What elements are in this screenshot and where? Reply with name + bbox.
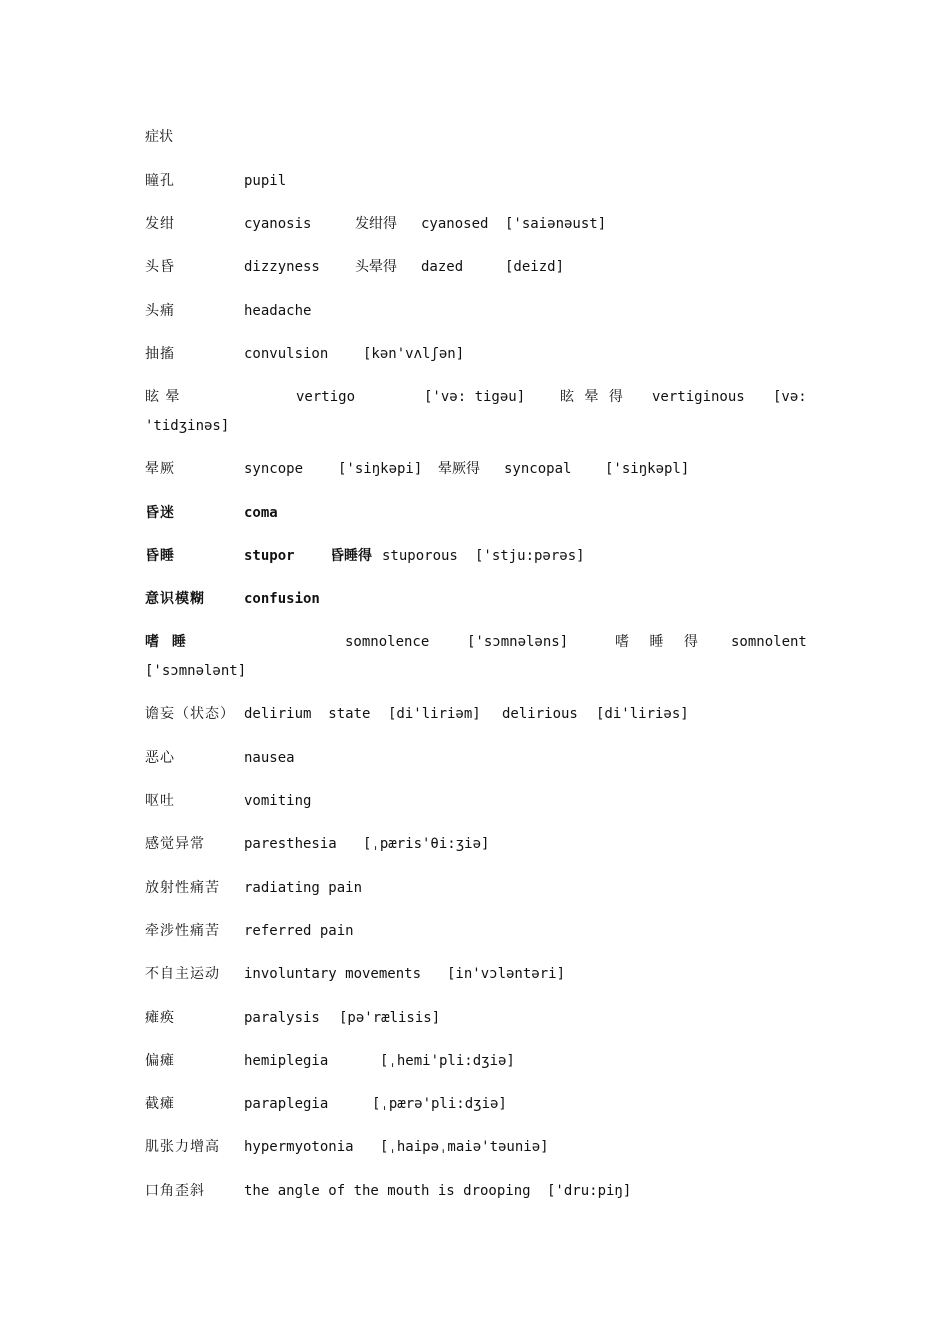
entry-ipa: ['sɔmnələns]	[467, 634, 569, 650]
entry-zh: 嗜 睡	[145, 634, 190, 650]
entry-en: paraplegia	[244, 1096, 329, 1112]
entry-zh2: 嗜 睡 得	[615, 634, 706, 650]
entry-ipa: ['siŋkəpi]	[338, 461, 423, 477]
entry-ipa: [in'vɔləntəri]	[447, 966, 566, 982]
entry-row	[145, 1094, 810, 1114]
entry-zh: 感觉异常	[145, 836, 205, 852]
entry-ipa: [ˌpæris'θi:ʒiə]	[363, 836, 490, 852]
entry-row	[145, 1051, 810, 1071]
entry-ipa2-cont: 'tidʒinəs]	[145, 418, 230, 434]
entry-en: hypermyotonia	[244, 1139, 354, 1155]
entry-en: nausea	[244, 750, 295, 766]
entry-en: dizzyness	[244, 259, 320, 275]
entry-zh: 呕吐	[145, 793, 175, 809]
entry-zh: 抽搐	[145, 346, 175, 362]
entry-en: headache	[244, 303, 312, 319]
entry-zh: 头昏	[145, 259, 175, 275]
entry-zh: 头痛	[145, 303, 175, 319]
entry-en: stupor	[244, 548, 295, 564]
section-heading: 症状	[145, 129, 173, 145]
entry-row	[145, 459, 810, 479]
entry-zh2: 头晕得	[355, 259, 397, 275]
entry-ipa: ['dru:piŋ]	[547, 1183, 632, 1199]
entry-zh2: 发绀得	[355, 216, 397, 232]
entry-en2: cyanosed	[421, 216, 489, 232]
entry-ipa2: ['siŋkəpl]	[605, 461, 690, 477]
entry-en2: vertiginous	[652, 389, 745, 405]
entry-ipa2: [və:	[773, 389, 807, 405]
entry-ipa: ['saiənəust]	[505, 216, 607, 232]
entry-ipa: [kən'vʌlʃən]	[363, 346, 465, 362]
entry-en: paresthesia	[244, 836, 337, 852]
entry-en2: delirious	[502, 706, 578, 722]
entry-en: vertigo	[296, 389, 356, 405]
entry-zh: 发绀	[145, 216, 175, 232]
entry-zh: 偏瘫	[145, 1053, 175, 1069]
entry-en2: dazed	[421, 259, 464, 275]
entry-en: cyanosis	[244, 216, 312, 232]
entry-zh: 晕厥	[145, 461, 175, 477]
entry-row	[145, 387, 810, 407]
entry-row	[145, 171, 810, 191]
entry-ipa: [ˌhemi'pli:dʒiə]	[380, 1053, 515, 1069]
entry-zh: 谵妄（状态）	[145, 706, 235, 722]
entry-ipa2: ['sɔmnələnt]	[145, 663, 247, 679]
entry-zh: 昏迷	[145, 505, 175, 521]
entry-ipa: ['stju:pərəs]	[475, 548, 585, 564]
entry-zh: 意识模糊	[145, 591, 205, 607]
entry-zh2: 晕厥得	[438, 461, 480, 477]
entry-zh: 不自主运动	[145, 966, 220, 982]
entry-zh: 瞳孔	[145, 173, 175, 189]
entry-row	[145, 301, 810, 321]
entry-ipa2: [di'liriəs]	[596, 706, 689, 722]
entry-ipa: [ˌpærə'pli:dʒiə]	[372, 1096, 507, 1112]
entry-en: confusion	[244, 591, 320, 607]
entry-row	[145, 834, 810, 854]
entry-row	[145, 589, 810, 609]
entry-ipa: ['və: tigəu]	[424, 389, 526, 405]
entry-row	[145, 1008, 810, 1028]
entry-zh: 瘫痪	[145, 1010, 175, 1026]
entry-zh2: 眩 晕 得	[560, 389, 626, 405]
entry-row-continued	[145, 416, 810, 436]
entry-en: hemiplegia	[244, 1053, 329, 1069]
entry-row	[145, 921, 810, 941]
entry-zh: 放射性痛苦	[145, 880, 220, 896]
entry-en: the angle of the mouth is drooping	[244, 1183, 531, 1199]
entry-row	[145, 214, 810, 234]
entry-zh: 眩 晕	[145, 389, 181, 405]
entry-row	[145, 791, 810, 811]
entry-row-continued	[145, 661, 810, 681]
entry-row	[145, 704, 810, 724]
entry-row	[145, 344, 810, 364]
entry-row	[145, 503, 810, 523]
entry-zh: 恶心	[145, 750, 175, 766]
entry-row	[145, 632, 810, 652]
entry-zh: 口角歪斜	[145, 1183, 205, 1199]
entry-zh: 昏睡	[145, 548, 175, 564]
entry-en: convulsion	[244, 346, 329, 362]
entry-en: paralysis	[244, 1010, 320, 1026]
entry-row	[145, 1181, 810, 1201]
entry-en2: syncopal	[504, 461, 572, 477]
entry-row	[145, 1137, 810, 1157]
entry-en2: somnolent	[731, 634, 807, 650]
entry-en: vomiting	[244, 793, 312, 809]
entry-ipa: [di'liriəm]	[388, 706, 481, 722]
entry-en: involuntary movements	[244, 966, 422, 982]
entry-ipa: [ˌhaipəˌmaiə'təuniə]	[380, 1139, 549, 1155]
entry-ipa: [deizd]	[505, 259, 565, 275]
entry-zh: 肌张力增高	[145, 1139, 220, 1155]
entry-en: delirium state	[244, 706, 371, 722]
entry-row	[145, 878, 810, 898]
entry-en: syncope	[244, 461, 304, 477]
entry-row	[145, 546, 810, 566]
entry-en: referred pain	[244, 923, 354, 939]
entry-en: radiating pain	[244, 880, 363, 896]
entry-en: somnolence	[345, 634, 430, 650]
entry-en: coma	[244, 505, 278, 521]
entry-en: pupil	[244, 173, 287, 189]
entry-zh: 截瘫	[145, 1096, 175, 1112]
entry-zh: 牵涉性痛苦	[145, 923, 220, 939]
entry-row	[145, 748, 810, 768]
entry-en2: stuporous	[382, 548, 458, 564]
entry-zh2: 昏睡得	[330, 548, 372, 564]
entry-row	[145, 257, 810, 277]
entry-ipa: [pə'rælisis]	[339, 1010, 441, 1026]
entry-row	[145, 964, 810, 984]
